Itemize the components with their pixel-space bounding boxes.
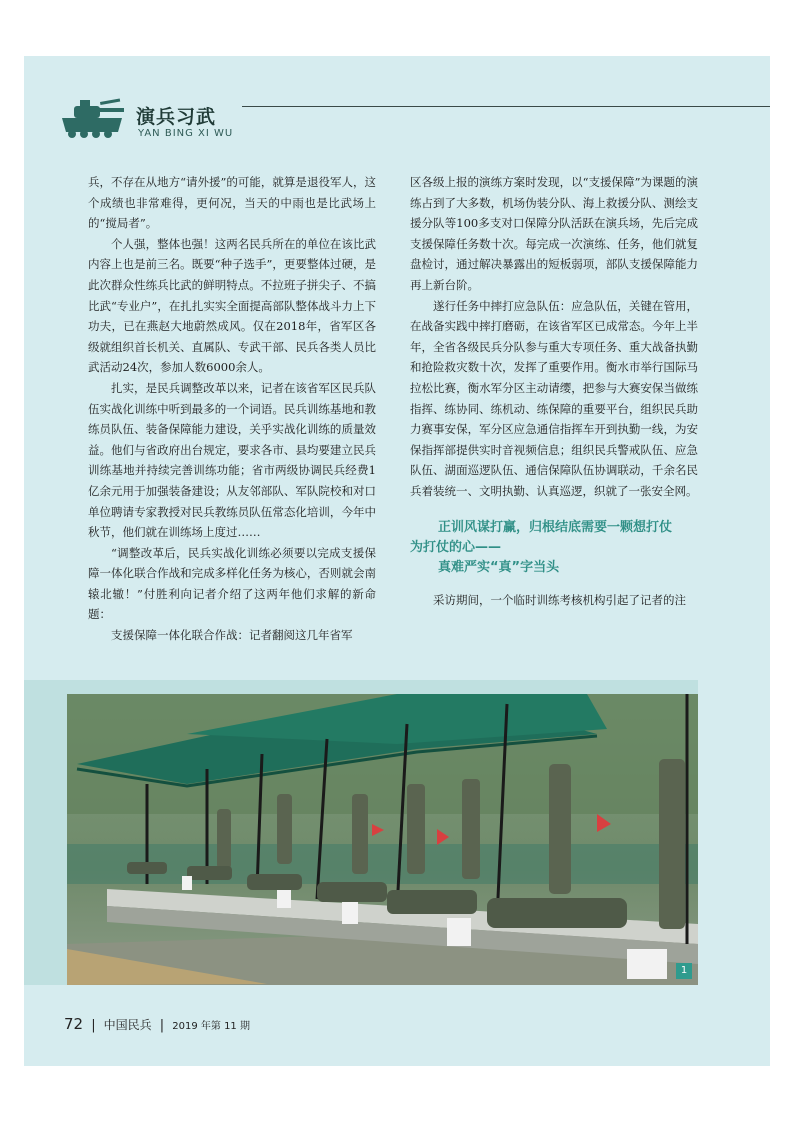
issue-label: 2019 年第 11 期	[172, 1021, 250, 1032]
section-header	[58, 96, 770, 144]
header-rule	[242, 106, 770, 107]
right-paragraph: 区各级上报的演练方案时发现，以“支援保障”为课题的演练占到了大多数，机场伪装分队、海上救援分队、测绘支援分队等100多支对口保障分队活跃在演兵场，先后完成支援保障任务数十次。每完成一次演练、任务，他们就复盘检讨，通过解决暴露出的短板弱项，部队支援保障能力再上新台阶。	[410, 175, 698, 292]
page-footer	[64, 1014, 250, 1033]
right-paragraph: 采访期间，一个临时训练考核机构引起了记者的注	[433, 592, 686, 607]
right-paragraph: 遂行任务中摔打应急队伍：应急队伍，关键在管用，在战备实践中摔打磨砺，在该省军区已成常态。今年上半年，全省各级民兵分队参与重大专项任务、重大战备执勤和抢险救灾数十次，发挥了重要作用。衡水市举行国际马拉松比赛，衡水军分区主动请缨，把参与大赛安保当做练指挥、练协同、练机动、练保障的重要平台，组织民兵助力赛事安保，军分区应急通信指挥车开到执勤一线，为安保指挥部提供实时音视频信息；组织民兵警戒队伍、应急队伍、湖面巡逻队伍、通信保障队伍协调联动，千余名民兵着装统一、文明执勤、认真巡逻，织就了一张安全网。	[410, 298, 698, 498]
footer-separator: |	[159, 1018, 165, 1033]
left-paragraph: 支援保障一体化联合作战：记者翻阅这几年省军	[111, 628, 353, 643]
section-subheading	[410, 518, 698, 578]
left-paragraph: “调整改革后，民兵实战化训练必须要以完成支援保障一体化联合作战和完成多样化任务为核心，否则就会南辕北辙！”付胜利向记者介绍了这两年他们求解的新命题：	[88, 545, 376, 622]
left-paragraph: 个人强，整体也强！这两名民兵所在的单位在该比武内容上也是前三名。既要“种子选手”，更要整体过硬，是此次群众性练兵比武的鲜明特点。不拉班子拼尖子、不搞比武“专业户”，在扎扎实实全面提高部队整体战斗力上下功夫，已在燕赵大地蔚然成风。仅在2018年，省军区各级就组织首长机关、直属队、专武干部、民兵各类人员比武活动24次，参加人数6000余人。	[88, 236, 376, 375]
section-title: 演兵习武	[136, 106, 217, 128]
subheading-line: 为打仗的心——	[410, 539, 502, 555]
page-number: 72	[64, 1015, 84, 1033]
section-pinyin: YAN BING XI WU	[138, 128, 234, 139]
subheading-line: 真难严实“真”字当头	[438, 559, 560, 575]
left-column	[88, 172, 376, 646]
left-paragraph: 兵，不存在从地方“请外援”的可能，就算是退役军人，这个成绩也非常难得，更何况，当天的中雨也是比武场上的“搅局者”。	[88, 175, 376, 231]
subheading-line: 正训风谋打赢，归根结底需要一颗想打仗	[438, 519, 673, 535]
photo-number: 1	[676, 963, 692, 979]
footer-separator: |	[91, 1018, 96, 1033]
left-paragraph: 扎实，是民兵调整改革以来，记者在该省军区民兵队伍实战化训练中听到最多的一个词语。民兵训练基地和教练员队伍、装备保障能力建设，关乎实战化训练的质量效益。他们与省政府出台规定，要求各市、县均要建立民兵训练基地并持续完善训练功能；省市两级协调民兵经费1亿余元用于加强装备建设；从友邻部队、军队院校和对口单位聘请专家教授对民兵教练员队伍常态化培训，今年中秋节，他们就在训练场上度过……	[88, 380, 376, 540]
training-photo	[67, 694, 698, 985]
tank-icon	[58, 96, 128, 140]
magazine-name: 中国民兵	[103, 1018, 152, 1032]
right-column	[410, 172, 698, 610]
